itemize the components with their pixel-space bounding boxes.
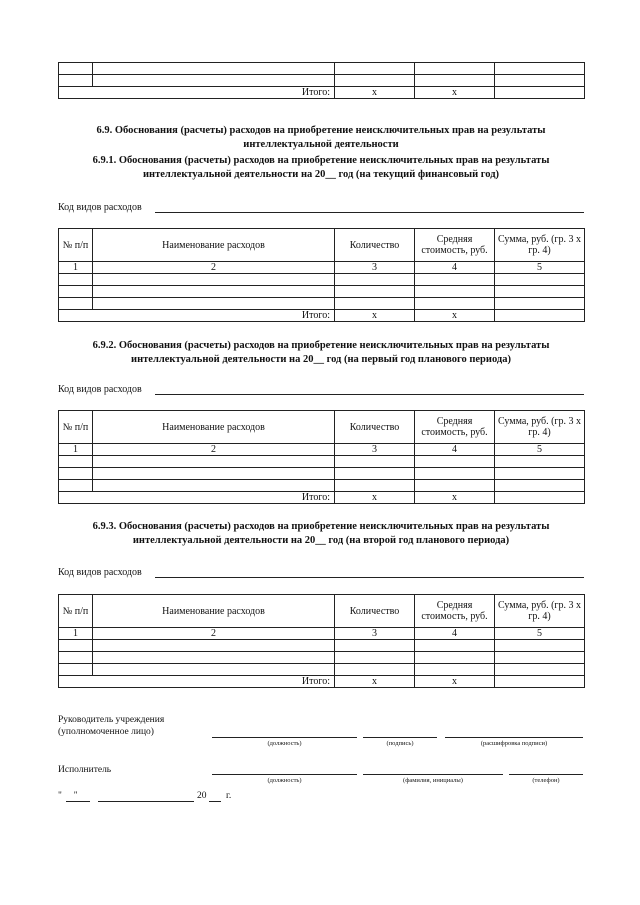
- total-avg-x: х: [415, 87, 495, 99]
- head-decoding-line: [445, 737, 583, 738]
- continued-table: [58, 62, 585, 99]
- expense-code-line-2: Код видов расходов: [58, 384, 584, 396]
- subsection-heading-1: 6.9.1. Обоснования (расчеты) расходов на приобретение неисключительных прав на результаты интеллектуальной деятельности на 20__ год (на текущий финансовый год): [92, 155, 550, 180]
- caption-position: (должность): [267, 740, 302, 747]
- date-day-line: [66, 801, 90, 802]
- head-label: Руководитель учреждения (уполномоченное лицо): [58, 715, 165, 737]
- total-row: Итого: х х: [59, 492, 585, 504]
- table-row: [59, 75, 585, 87]
- executor-phone-line: [509, 774, 583, 775]
- expense-table-2: [58, 410, 585, 504]
- table-row: [59, 286, 585, 298]
- col-name-header: Наименование расходов: [93, 229, 335, 262]
- head-signature-line: [363, 737, 437, 738]
- total-row: [59, 87, 585, 99]
- col-avg-header: Средняя стоимость, руб.: [415, 229, 495, 262]
- table-row: [59, 480, 585, 492]
- expense-code-label: Код видов расходов: [58, 202, 142, 213]
- total-row: Итого: х х: [59, 310, 585, 322]
- col-sum-header: Сумма, руб. (гр. 3 х гр. 4): [495, 229, 585, 262]
- table-row: [59, 664, 585, 676]
- date-month-line: [98, 801, 194, 802]
- column-number-row: 1 2 3 4 5: [59, 628, 585, 640]
- column-number-row: 1 2 3 4 5: [59, 444, 585, 456]
- caption-signature: (подпись): [386, 740, 414, 747]
- header-row: [59, 229, 585, 262]
- date-quote: " ": [58, 791, 78, 801]
- expense-code-line-3: Код видов расходов: [58, 567, 584, 579]
- table-row: [59, 298, 585, 310]
- table-row: [59, 640, 585, 652]
- head-position-line: [212, 737, 357, 738]
- total-qty-x: х: [335, 87, 415, 99]
- subsection-heading-3: 6.9.3. Обоснования (расчеты) расходов на приобретение неисключительных прав на результаты интеллектуальной деятельности на 20__ год (на второй год планового периода): [92, 521, 550, 546]
- executor-label: Исполнитель: [58, 765, 112, 775]
- expense-table-3: [58, 594, 585, 688]
- date-suffix: г.: [226, 791, 232, 801]
- table-row: [59, 652, 585, 664]
- total-row: Итого: х х: [59, 676, 585, 688]
- executor-position-line: [212, 774, 357, 775]
- table-row: [59, 468, 585, 480]
- table-row: [59, 63, 585, 75]
- table-row: [59, 456, 585, 468]
- caption-name: (фамилия, инициалы): [403, 777, 463, 784]
- total-label: Итого:: [59, 87, 335, 99]
- header-row: № п/п Наименование расходов Количество Средняя стоимость, руб. Сумма, руб. (гр. 3 х гр. 4): [59, 595, 585, 628]
- date-year-prefix: 20: [197, 791, 207, 801]
- expense-table-1: [58, 228, 585, 322]
- executor-name-line: [363, 774, 503, 775]
- col-qty-header: Количество: [335, 229, 415, 262]
- caption-position-2: (должность): [267, 777, 302, 784]
- caption-phone: (телефон): [532, 777, 560, 784]
- date-year-line: [209, 801, 221, 802]
- expense-code-line-1: [58, 202, 584, 214]
- header-row: № п/п Наименование расходов Количество Средняя стоимость, руб. Сумма, руб. (гр. 3 х гр. 4): [59, 411, 585, 444]
- subsection-heading-2: 6.9.2. Обоснования (расчеты) расходов на приобретение неисключительных прав на результаты интеллектуальной деятельности на 20__ год (на первый год планового периода): [92, 340, 550, 365]
- col-num-header: № п/п: [59, 229, 93, 262]
- table-row: [59, 274, 585, 286]
- section-heading: 6.9. Обоснования (расчеты) расходов на приобретение неисключительных прав на результаты интеллектуальной деятельности: [96, 125, 546, 150]
- caption-decoding: (расшифровка подписи): [480, 740, 548, 747]
- column-number-row: 1 2 3 4 5: [59, 262, 585, 274]
